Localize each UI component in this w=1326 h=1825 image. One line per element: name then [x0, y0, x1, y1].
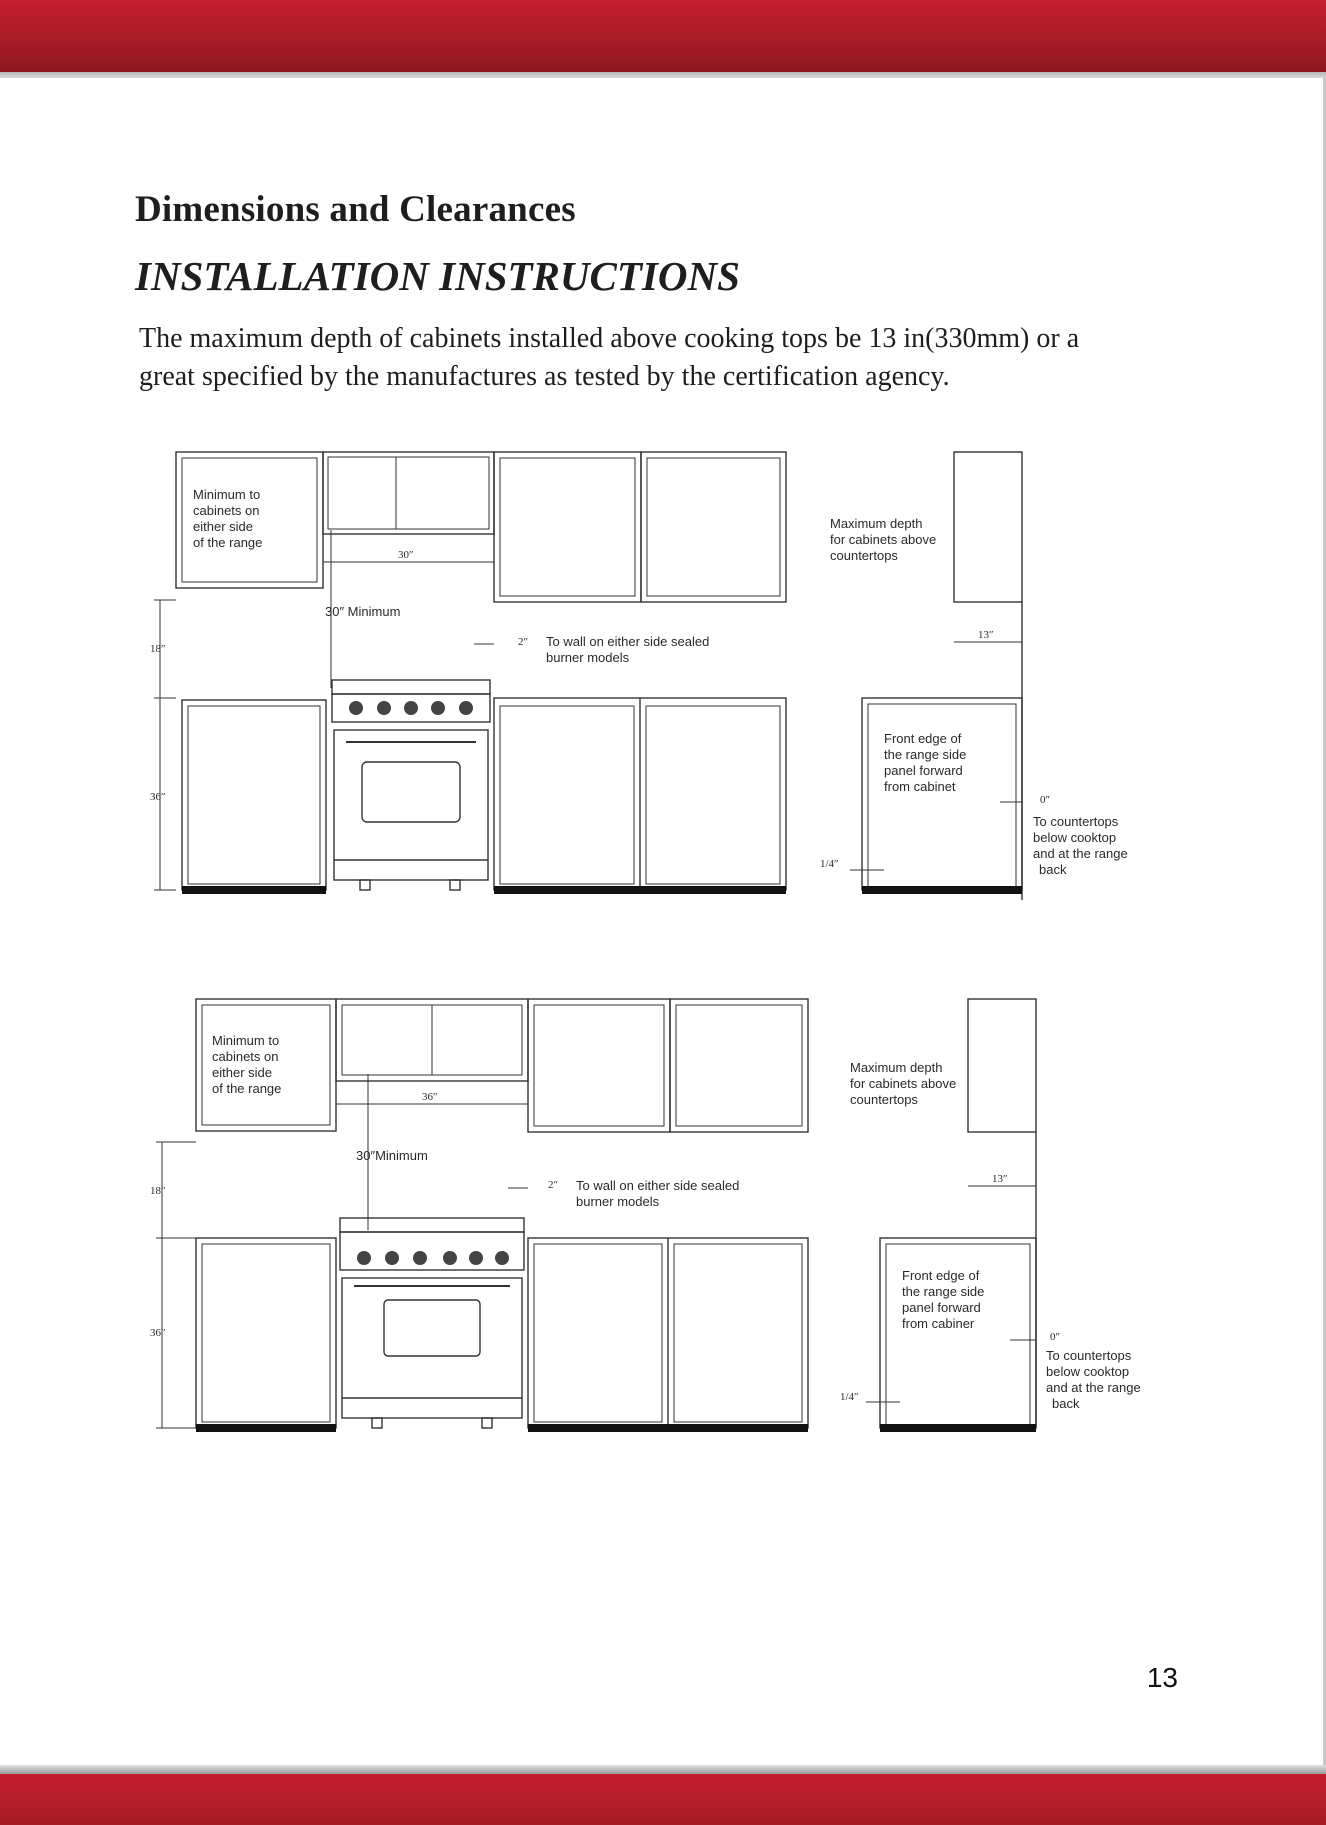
- min-cabinets-line-3: either side: [212, 1065, 272, 1080]
- front-edge-line-3: panel forward: [902, 1300, 981, 1315]
- intro-line-1: The maximum depth of cabinets installed above cooking tops be 13 in(330mm) or a: [139, 323, 1080, 354]
- front-edge-line-3: panel forward: [884, 763, 963, 778]
- footer-band: [0, 1774, 1326, 1825]
- footer-rule: [0, 1765, 1326, 1774]
- depth-13-dimension: 13″: [978, 629, 994, 641]
- countertop-note-line-3: and at the range: [1046, 1380, 1141, 1395]
- min-cabinets-line-1: Minimum to: [193, 487, 261, 502]
- range-width-dimension: 36″: [422, 1091, 438, 1103]
- side-gap-dimension: 2″: [518, 636, 529, 648]
- page-number: 13: [1146, 1662, 1178, 1693]
- min-cabinets-line-2: cabinets on: [212, 1049, 279, 1064]
- max-depth-line-3: countertops: [830, 548, 898, 563]
- max-depth-line-1: Maximum depth: [850, 1060, 943, 1075]
- upper-cabinet-over-range: [323, 452, 494, 534]
- section-heading: Dimensions and Clearances: [135, 189, 576, 230]
- wall-note-line-1: To wall on either side sealed: [546, 634, 710, 649]
- height-36-dimension: 36″: [150, 1327, 166, 1339]
- depth-13-dimension: 13″: [992, 1173, 1008, 1185]
- clearance-dimension: 30: [356, 1148, 371, 1163]
- side-base-cabinet: [880, 1238, 1036, 1428]
- quarter-inch-dimension: 1/4″: [840, 1391, 859, 1403]
- height-18-dimension: 18″: [150, 1185, 166, 1197]
- front-edge-line-4: from cabiner: [902, 1316, 975, 1331]
- header-rule: [0, 72, 1326, 78]
- min-cabinets-line-4: of the range: [212, 1081, 282, 1096]
- front-edge-line-2: the range side: [884, 747, 967, 762]
- front-edge-line-4: from cabinet: [884, 779, 956, 794]
- svg-text:30″Minimum: [356, 1148, 428, 1163]
- height-36-dimension: 36″: [150, 791, 166, 803]
- base-cabinet-left: [196, 1238, 336, 1428]
- clearance-label: ″ Minimum: [339, 604, 401, 619]
- countertop-note-line-1: To countertops: [1046, 1348, 1132, 1363]
- upper-cabinet-right-2: [641, 452, 786, 602]
- countertop-note-line-3: and at the range: [1033, 846, 1128, 861]
- wall-note-line-1: To wall on either side sealed: [576, 1178, 740, 1193]
- intro-line-2: great specified by the manufactures as tested by the certification agency.: [139, 361, 950, 392]
- front-edge-line-1: Front edge of: [884, 731, 962, 746]
- upper-cabinet-right-2: [670, 999, 808, 1132]
- countertop-note-line-2: below cooktop: [1046, 1364, 1130, 1379]
- countertop-note-line-2: below cooktop: [1033, 830, 1117, 845]
- upper-cabinet-right-1: [494, 452, 641, 602]
- side-upper-cabinet: [968, 999, 1036, 1132]
- header-band: [0, 0, 1326, 72]
- side-base-cabinet: [862, 698, 1022, 890]
- min-cabinets-line-1: Minimum to: [212, 1033, 280, 1048]
- clearance-label: ″Minimum: [370, 1148, 428, 1163]
- countertop-note-line-1: To countertops: [1033, 814, 1119, 829]
- wall-note-line-2: burner models: [576, 1194, 660, 1209]
- min-cabinets-line-4: of the range: [193, 535, 263, 550]
- max-depth-line-1: Maximum depth: [830, 516, 923, 531]
- zero-dimension: 0″: [1050, 1331, 1061, 1343]
- range-36-inch: [340, 1218, 524, 1428]
- quarter-inch-dimension: 1/4″: [820, 858, 839, 870]
- height-18-dimension: 18″: [150, 643, 166, 655]
- side-upper-cabinet: [954, 452, 1022, 602]
- front-edge-line-1: Front edge of: [902, 1268, 980, 1283]
- countertop-note-line-4: back: [1052, 1396, 1080, 1411]
- upper-cabinet-right-1: [528, 999, 670, 1132]
- installation-subheading: INSTALLATION INSTRUCTIONS: [135, 253, 740, 299]
- range-width-dimension: 30″: [398, 549, 414, 561]
- front-edge-line-2: the range side: [902, 1284, 985, 1299]
- installation-diagram-36-inch: [0, 990, 1326, 1450]
- min-cabinets-line-3: either side: [193, 519, 253, 534]
- countertop-note-line-4: back: [1039, 862, 1067, 877]
- max-depth-line-3: countertops: [850, 1092, 918, 1107]
- base-cabinet-left: [182, 700, 326, 890]
- wall-note-line-2: burner models: [546, 650, 630, 665]
- min-cabinets-line-2: cabinets on: [193, 503, 260, 518]
- installation-diagram-30-inch: [0, 440, 1326, 910]
- clearance-dimension: 30: [325, 604, 340, 619]
- zero-dimension: 0″: [1040, 794, 1051, 806]
- max-depth-line-2: for cabinets above: [830, 532, 937, 547]
- intro-paragraph: [139, 320, 1219, 396]
- max-depth-line-2: for cabinets above: [850, 1076, 957, 1091]
- svg-text:30″ Minimum: [325, 604, 400, 619]
- side-gap-dimension: 2″: [548, 1179, 559, 1191]
